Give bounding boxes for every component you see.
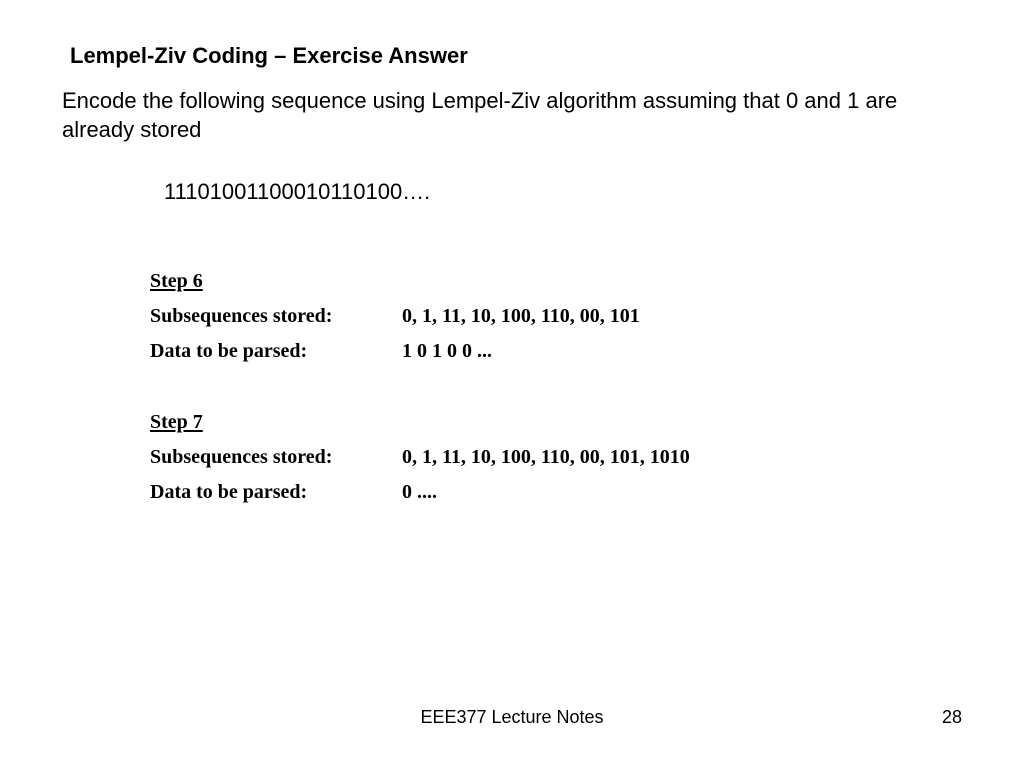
page-number: 28 <box>941 707 962 727</box>
step-heading: Step 7 <box>150 411 203 433</box>
steps-figure <box>150 264 690 546</box>
stored-row <box>150 440 690 475</box>
step-heading: Step 6 <box>150 270 203 292</box>
step-7-block <box>150 405 690 510</box>
stored-value: 0, 1, 11, 10, 100, 110, 00, 101, 1010 <box>402 446 690 468</box>
step-6-block <box>150 264 690 369</box>
stored-label: Subsequences stored: <box>150 446 333 468</box>
footer-course: EEE377 Lecture Notes <box>420 707 604 727</box>
parsed-value: 0 .... <box>402 481 437 503</box>
parsed-row <box>150 334 690 369</box>
parsed-row <box>150 475 690 510</box>
parsed-label: Data to be parsed: <box>150 340 308 362</box>
stored-label: Subsequences stored: <box>150 305 333 327</box>
stored-value: 0, 1, 11, 10, 100, 110, 00, 101 <box>402 305 640 327</box>
intro-text: Encode the following sequence using Lempel-Ziv algorithm assuming that 0 and 1 are already stored <box>62 88 898 142</box>
slide-title: Lempel-Ziv Coding – Exercise Answer <box>70 43 468 68</box>
stored-row <box>150 299 690 334</box>
parsed-value: 1 0 1 0 0 ... <box>402 340 492 362</box>
input-sequence: 11101001100010110100…. <box>164 179 431 204</box>
parsed-label: Data to be parsed: <box>150 481 308 503</box>
